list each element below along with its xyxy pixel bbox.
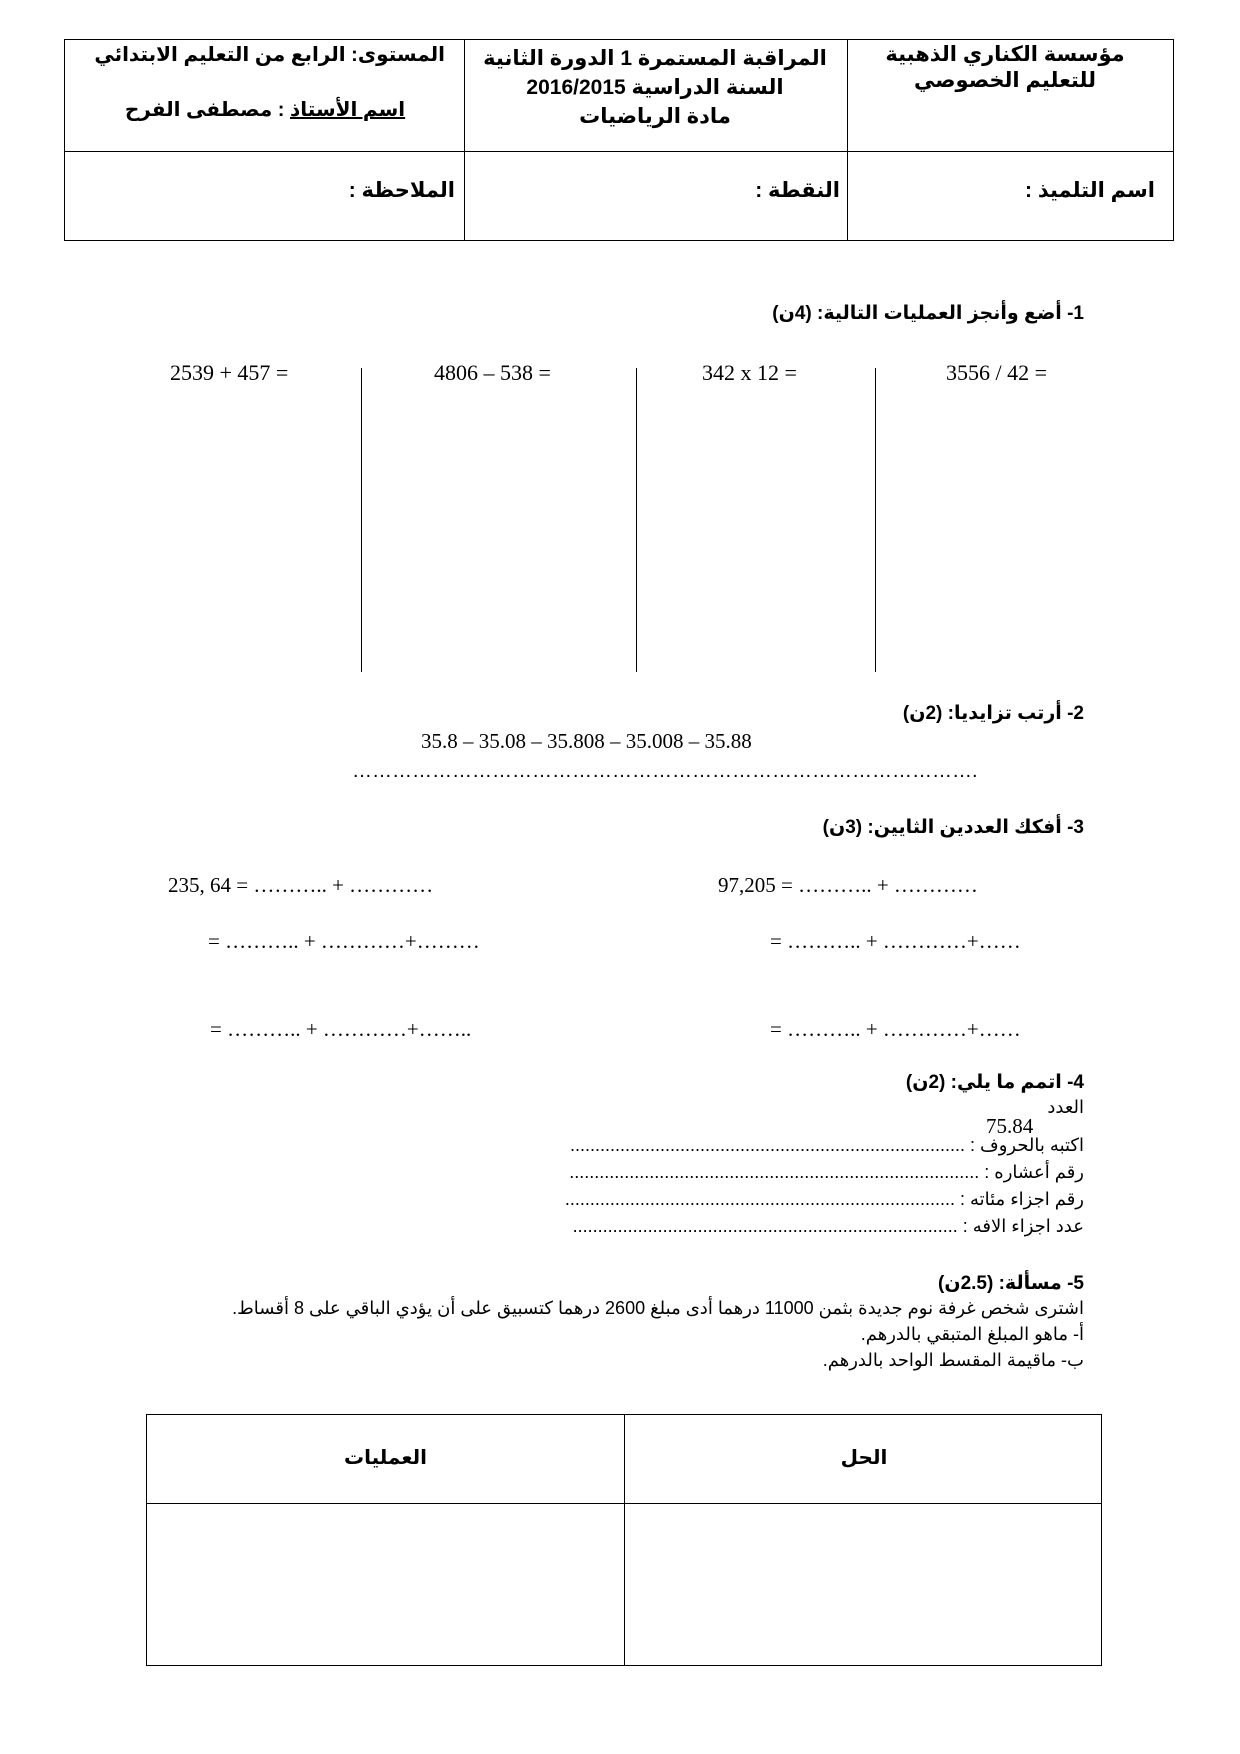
decomposition-line: 97,205 = ……….. + ………… [718, 873, 978, 897]
school-year: السنة الدراسية 2016/2015 [526, 76, 784, 99]
header-divider [847, 40, 848, 240]
solution-column-header: الحل [840, 1447, 888, 1469]
number-value: 75.84 [986, 1114, 1034, 1138]
teacher-label: اسم الأستاذ [290, 99, 406, 121]
number-label: العدد [1047, 1097, 1084, 1117]
level-info [75, 42, 455, 122]
numbers-to-order: 35.8 – 35.08 – 35.808 – 35.008 – 35.88 [421, 729, 752, 753]
problem-text: اشترى شخص غرفة نوم جديدة بثمن 11000 درهما أدى مبلغ 2600 درهما كتسبيق على أن يؤدي الباقي على 8 أقساط. [232, 1298, 1084, 1318]
remark-label: الملاحظة : [348, 179, 455, 202]
question-5-title: 5- مسألة: (2.5ن) [938, 1273, 1084, 1294]
decomposition-line: = ……….. + …………+……… [208, 929, 480, 953]
student-name-label: اسم التلميذ : [1025, 179, 1155, 202]
header-divider [65, 151, 847, 152]
grade-level: المستوى: الرابع من التعليم الابتدائي [94, 44, 445, 66]
decomposition-line: = ……….. + …………+…… [770, 1017, 1021, 1041]
problem-part-b: ب- ماقيمة المقسط الواحد بالدرهم. [822, 1350, 1084, 1370]
subject: مادة الرياضيات [579, 105, 731, 128]
operation-subtraction: 4806 – 538 = [434, 360, 551, 385]
question-4-title: 4- اتمم ما يلي: (2ن) [905, 1072, 1084, 1093]
question-1-title: 1- أضع وأنجز العمليات التالية: (4ن) [772, 303, 1084, 324]
question-2-title: 2- أرتب تزايديا: (2ن) [902, 703, 1084, 724]
teacher-info [75, 97, 455, 122]
operations-column-header: العمليات [344, 1447, 427, 1469]
decomposition-line: = ……….. + …………+…… [770, 929, 1021, 953]
completion-line: رقم اجزاء مئاته : .............................................................................. [564, 1189, 1084, 1209]
header-divider [464, 40, 465, 240]
school-line-2: للتعليم الخصوصي [914, 69, 1096, 92]
school-name [855, 42, 1155, 94]
column-divider [361, 368, 362, 672]
completion-lines [424, 1132, 1084, 1240]
decomposition-line: 235, 64 = ……….. + ………… [168, 873, 434, 897]
problem-part-a: أ- ماهو المبلغ المتبقي بالدرهم. [860, 1324, 1084, 1344]
grade-label: النقطة : [755, 179, 840, 202]
exam-info [470, 44, 840, 131]
question-3-title: 3- أفكك العددين الثايين: (3ن) [822, 817, 1084, 838]
exam-title: المراقبة المستمرة 1 الدورة الثانية [483, 47, 827, 70]
decomposition-line: = ……….. + …………+…….. [210, 1017, 472, 1041]
school-line-1: مؤسسة الكناري الذهبية [885, 43, 1125, 66]
completion-line: رقم أعشاره : .................................................................................. [569, 1162, 1084, 1182]
header-table [64, 39, 1174, 241]
column-divider [875, 368, 876, 672]
solution-table [146, 1414, 1102, 1666]
operation-division: 3556 / 42 = [946, 360, 1048, 385]
operation-addition: 2539 + 457 = [170, 360, 289, 385]
teacher-name: : مصطفى الفرح [124, 99, 291, 121]
completion-line: عدد اجزاء الافه : ............................................................................. [572, 1216, 1084, 1236]
operation-multiplication: 342 x 12 = [702, 360, 797, 385]
table-divider [147, 1503, 1101, 1504]
completion-line: اكتبه بالحروف : ............................................................................... [569, 1135, 1084, 1155]
column-divider [636, 368, 637, 672]
answer-line: …………………………………………………………………………………. [352, 760, 978, 782]
